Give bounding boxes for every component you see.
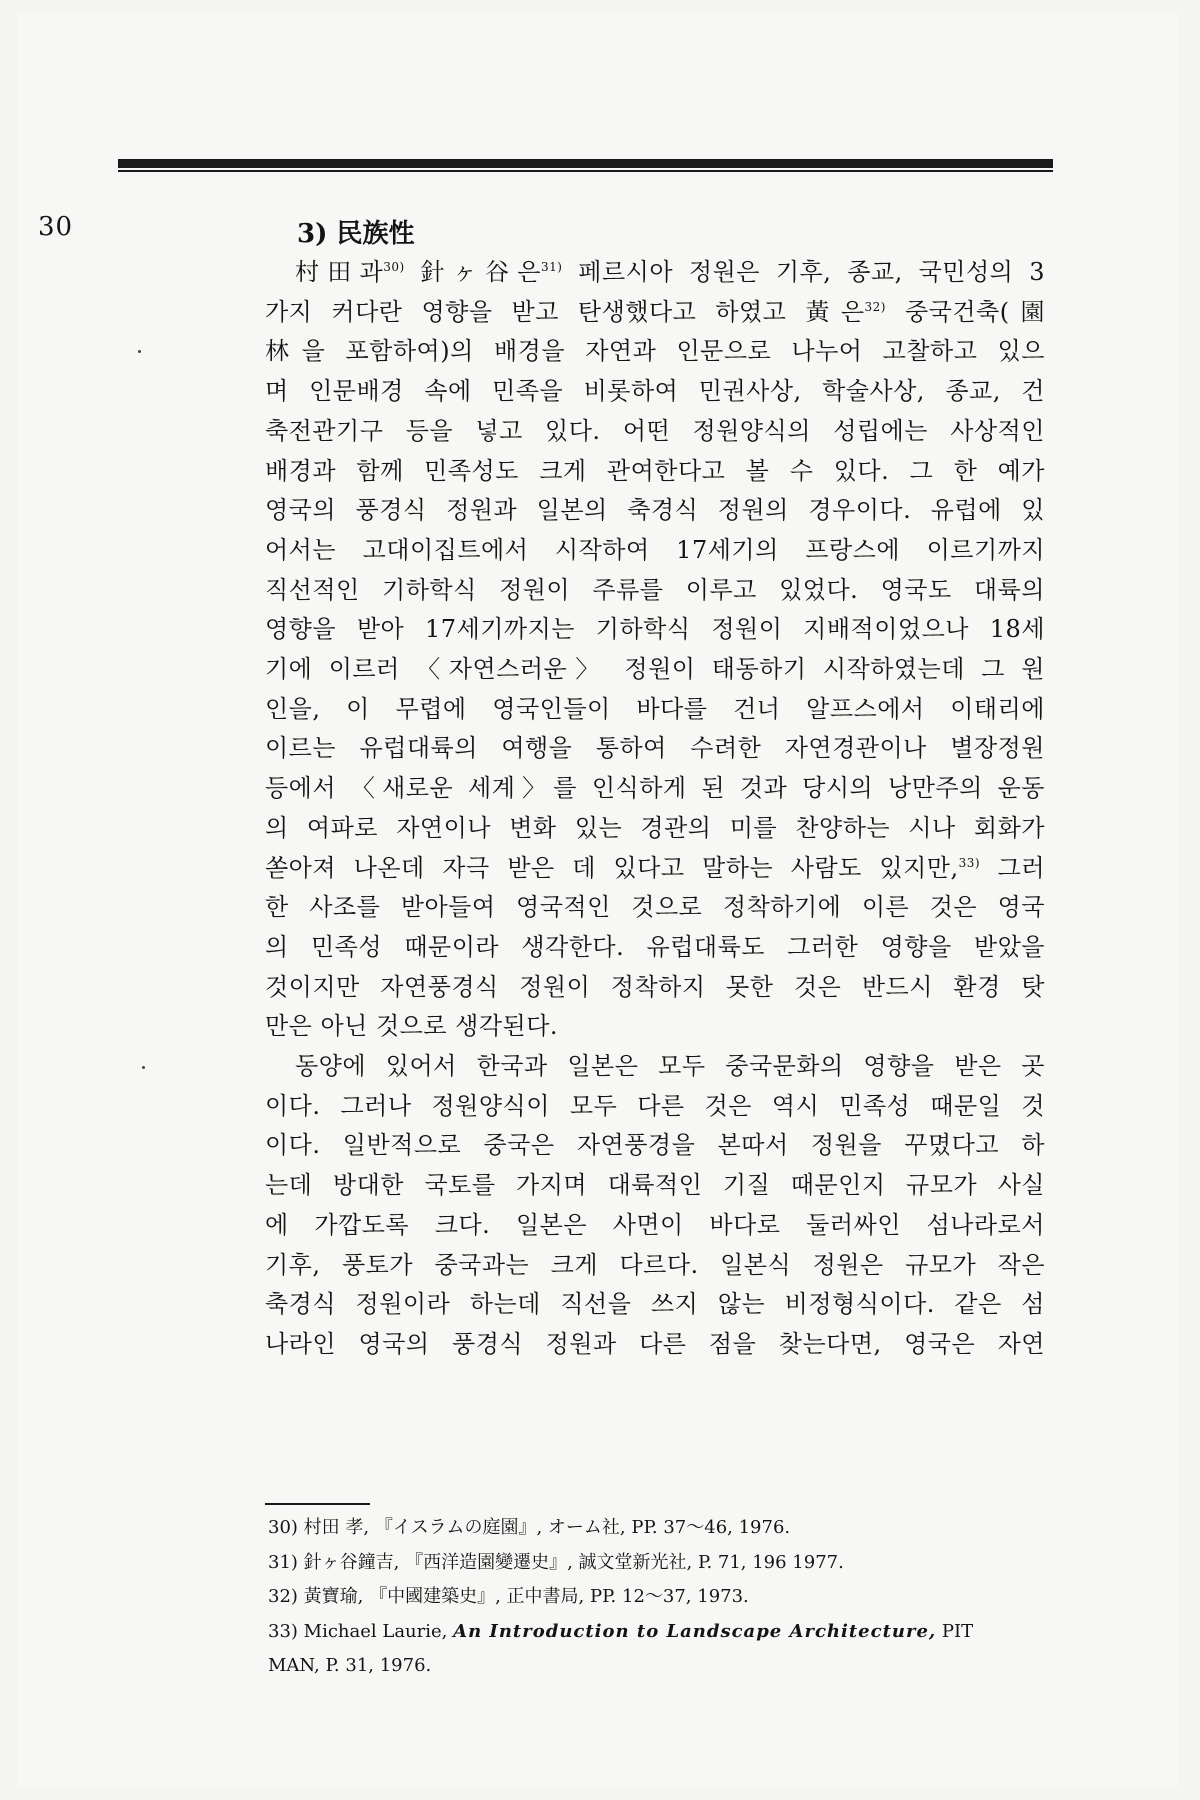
body-text: [265, 253, 1045, 1365]
body-line: 이르는 유럽대륙의 여행을 통하여 수려한 자연경관이나 별장정원: [265, 734, 1045, 763]
body-line: 만은 아닌 것으로 생각된다.: [265, 1012, 559, 1041]
body-line: 의 민족성 때문이라 생각한다. 유럽대륙도 그러한 영향을 받았을: [265, 932, 1045, 961]
body-line: 쏟아져 나온데 자극 받은 데 있다고 말하는 사람도 있지만,$^{33)}$ 그러: [265, 853, 1046, 882]
footnote-rule: [265, 1503, 370, 1505]
body-line: 에 가깝도록 크다. 일본은 사면이 바다로 둘러싸인 섬나라로서: [265, 1210, 1045, 1239]
body-line: 며 인문배경 속에 민족을 비롯하여 민권사상, 학술사상, 종교, 건: [265, 377, 1045, 406]
body-line: 村田과$^{30)}$ 針ヶ谷은$^{31)}$ 페르시아 정원은 기후, 종교, 국민성의 3: [295, 258, 1045, 286]
body-line: 영국의 풍경식 정원과 일본의 축경식 정원의 경우이다. 유럽에 있: [265, 496, 1045, 525]
body-line: 이다. 그러나 정원양식이 모두 다른 것은 역시 민족성 때문일 것: [265, 1091, 1045, 1120]
body-line: 는데 방대한 국토를 가지며 대륙적인 기질 때문인지 규모가 사실: [265, 1171, 1045, 1200]
scan-speck: [138, 350, 141, 353]
scan-speck: [142, 1066, 145, 1069]
footnote-33: 33) Michael Laurie, An Introduction to Landscape Architecture, PIT: [268, 1620, 974, 1642]
body-line: 배경과 함께 민족성도 크게 관여한다고 볼 수 있다. 그 한 예가: [265, 456, 1045, 485]
body-line: 축경식 정원이라 하는데 직선을 쓰지 않는 비정형식이다. 같은 섬: [265, 1290, 1045, 1319]
body-line: 어서는 고대이집트에서 시작하여 17세기의 프랑스에 이르기까지: [265, 535, 1045, 564]
body-line: 기후, 풍토가 중국과는 크게 다르다. 일본식 정원은 규모가 작은: [265, 1250, 1045, 1279]
footnote-33-title: An Introduction to Landscape Architecture,: [453, 1620, 937, 1642]
body-line: 인을, 이 무렵에 영국인들이 바다를 건너 알프스에서 이태리에: [265, 694, 1045, 723]
page-number: 30: [38, 212, 74, 242]
footnote-30: 30) 村田 孝, 『イスラムの庭園』, オーム社, PP. 37～46, 1976.: [268, 1517, 791, 1538]
header-rule-thin: [118, 170, 1053, 172]
footnote-31: 31) 針ヶ谷鐘吉, 『西洋造園變遷史』, 誠文堂新光社, P. 71, 196 1977.: [268, 1551, 844, 1573]
body-line: 나라인 영국의 풍경식 정원과 다른 점을 찾는다면, 영국은 자연: [265, 1329, 1045, 1358]
body-line: 것이지만 자연풍경식 정원이 정착하지 못한 것은 반드시 환경 탓: [265, 972, 1045, 1001]
footnotes: [268, 1511, 1048, 1684]
body-line: 가지 커다란 영향을 받고 탄생했다고 하였고 黃은$^{32)}$ 중국건축(園: [265, 297, 1045, 326]
body-line: 한 사조를 받아들여 영국적인 것으로 정착하기에 이른 것은 영국: [265, 893, 1045, 922]
footnote-32: 32) 黃寶瑜, 『中國建築史』, 正中書局, PP. 12～37, 1973.: [268, 1586, 749, 1607]
section-heading: 3) 民族性: [297, 219, 415, 249]
body-line: 직선적인 기하학식 정원이 주류를 이루고 있었다. 영국도 대륙의: [265, 575, 1045, 604]
body-line: 林을 포함하여)의 배경을 자연과 인문으로 나누어 고찰하고 있으: [265, 337, 1045, 366]
footnote-33-continued: MAN, P. 31, 1976.: [268, 1655, 432, 1676]
header-rule: [118, 159, 1053, 168]
body-line: 등에서 〈새로운 세계〉를 인식하게 된 것과 당시의 낭만주의 운동: [265, 774, 1045, 803]
body-line: 기에 이르러 〈자연스러운〉 정원이 태동하기 시작하였는데 그 원: [265, 655, 1045, 684]
body-line: 축전관기구 등을 넣고 있다. 어떤 정원양식의 성립에는 사상적인: [265, 416, 1045, 445]
body-line: 동양에 있어서 한국과 일본은 모두 중국문화의 영향을 받은 곳: [295, 1052, 1045, 1081]
body-line: 영향을 받아 17세기까지는 기하학식 정원이 지배적이었으나 18세: [265, 615, 1045, 644]
body-line: 의 여파로 자연이나 변화 있는 경관의 미를 찬양하는 시나 회화가: [265, 813, 1045, 842]
body-line: 이다. 일반적으로 중국은 자연풍경을 본따서 정원을 꾸몄다고 하: [265, 1131, 1045, 1160]
